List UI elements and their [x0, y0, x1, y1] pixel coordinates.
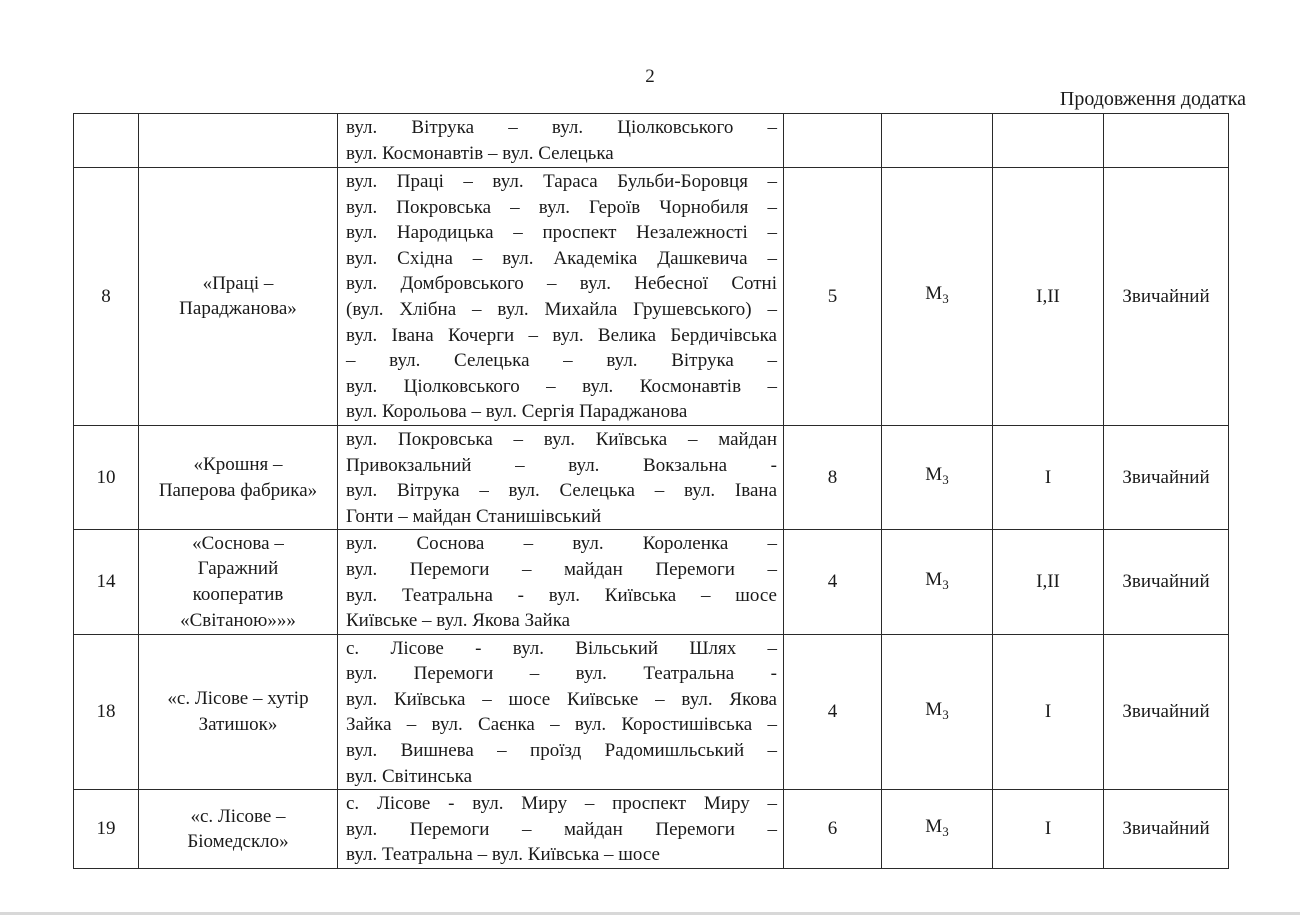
route-name-line: «Праці – — [202, 272, 274, 294]
route-path-line: вул. Івана Кочерги – вул. Велика Бердичівська — [346, 324, 777, 346]
vehicle-class — [882, 168, 993, 426]
route-name — [139, 425, 338, 529]
service-mode: Звичайний — [1104, 530, 1229, 634]
route-path-line: Привокзальний – вул. Вокзальна - — [346, 454, 777, 476]
vehicle-class — [882, 114, 993, 168]
route-path-line: Київське – вул. Якова Зайка — [346, 610, 571, 632]
route-path — [338, 530, 784, 634]
vehicle-class-letter: М — [925, 815, 943, 837]
route-name — [139, 530, 338, 634]
route-name-line: «с. Лісове – — [190, 805, 286, 827]
route-path-line: с. Лісове - вул. Миру – проспект Миру – — [346, 793, 777, 815]
route-path-line: вул. Космонавтів – вул. Селецька — [346, 142, 614, 164]
route-number: 18 — [74, 634, 139, 790]
vehicle-category: I,II — [993, 530, 1104, 634]
vehicle-class — [882, 425, 993, 529]
route-path-line: Зайка – вул. Саєнка – вул. Коростишівська – — [346, 714, 777, 736]
service-mode: Звичайний — [1104, 168, 1229, 426]
table-row — [74, 530, 1229, 634]
vehicle-class — [882, 790, 993, 869]
route-number: 19 — [74, 790, 139, 869]
route-path-line: вул. Вітрука – вул. Ціолковського – — [346, 117, 777, 138]
route-path — [338, 790, 784, 869]
route-path-line: вул. Ціолковського – вул. Космонавтів – — [346, 375, 777, 397]
route-path-line: вул. Київська – шосе Київське – вул. Якова — [346, 688, 777, 710]
vehicle-class-letter: М — [925, 568, 943, 590]
route-path — [338, 425, 784, 529]
route-name-line: Гаражний — [197, 558, 279, 580]
route-path-line: вул. Покровська – вул. Героїв Чорнобиля – — [346, 196, 777, 218]
route-number — [74, 114, 139, 168]
vehicle-class-subscript: 3 — [942, 576, 949, 592]
table-row — [74, 168, 1229, 426]
vehicle-class — [882, 634, 993, 790]
vehicle-class-letter: М — [925, 464, 943, 486]
route-path-line: вул. Східна – вул. Академіка Дашкевича – — [346, 247, 777, 269]
service-mode: Звичайний — [1104, 425, 1229, 529]
route-path-line: вул. Корольова – вул. Сергія Параджанова — [346, 401, 688, 423]
route-path-line: (вул. Хлібна – вул. Михайла Грушевського) – — [346, 298, 777, 320]
vehicle-count: 4 — [784, 634, 882, 790]
route-path-line: вул. Народицька – проспект Незалежності – — [346, 222, 777, 244]
continuation-label: Продовження додатка — [1059, 88, 1246, 110]
route-path-line: вул. Перемоги – майдан Перемоги – — [346, 818, 777, 840]
vehicle-count: 8 — [784, 425, 882, 529]
vehicle-category: I — [993, 790, 1104, 869]
route-path-line: вул. Покровська – вул. Київська – майдан — [346, 428, 777, 450]
vehicle-class-subscript: 3 — [942, 706, 949, 722]
route-number: 8 — [74, 168, 139, 426]
route-path-line: вул. Театральна – вул. Київська – шосе — [346, 844, 660, 866]
table-row — [74, 634, 1229, 790]
vehicle-class — [882, 530, 993, 634]
vehicle-count: 5 — [784, 168, 882, 426]
route-path-line: вул. Праці – вул. Тараса Бульби-Боровця – — [346, 171, 777, 192]
route-name-line: «Крошня – — [193, 454, 283, 476]
route-name-line: «Світаною»»» — [180, 609, 296, 631]
scan-edge — [0, 912, 1300, 915]
vehicle-class-subscript: 3 — [942, 472, 949, 488]
route-path-line: вул. Театральна - вул. Київська – шосе — [346, 584, 777, 606]
vehicle-class-subscript: 3 — [942, 291, 949, 307]
route-name — [139, 168, 338, 426]
route-path-line: вул. Домбровського – вул. Небесної Сотні — [346, 273, 777, 295]
route-name-line: Паперова фабрика» — [158, 479, 318, 501]
vehicle-class-letter: М — [925, 283, 943, 305]
route-number: 14 — [74, 530, 139, 634]
page-number: 2 — [645, 66, 655, 87]
service-mode — [1104, 114, 1229, 168]
route-path-line: – вул. Селецька – вул. Вітрука – — [346, 350, 777, 372]
route-path-line: вул. Світинська — [346, 765, 473, 787]
route-path-line: вул. Вишнева – проїзд Радомишльський – — [346, 740, 777, 762]
vehicle-count — [784, 114, 882, 168]
service-mode: Звичайний — [1104, 634, 1229, 790]
route-path — [338, 114, 784, 168]
route-name-line: «с. Лісове – хутір — [167, 688, 309, 710]
route-name-line: Параджанова» — [179, 298, 297, 320]
vehicle-category: I,II — [993, 168, 1104, 426]
route-name — [139, 634, 338, 790]
route-name — [139, 790, 338, 869]
route-path-line: вул. Вітрука – вул. Селецька – вул. Івана — [346, 480, 777, 502]
service-mode: Звичайний — [1104, 790, 1229, 869]
vehicle-count: 4 — [784, 530, 882, 634]
route-name-line: «Соснова – — [192, 532, 284, 554]
vehicle-class-letter: М — [925, 698, 943, 720]
route-path-line: с. Лісове - вул. Вільський Шлях – — [346, 637, 777, 659]
table-row — [74, 425, 1229, 529]
vehicle-category — [993, 114, 1104, 168]
route-name-line: Біомедскло» — [187, 831, 289, 853]
route-path-line: Гонти – майдан Станишівський — [346, 505, 602, 527]
table-row — [74, 114, 1229, 168]
vehicle-category: I — [993, 634, 1104, 790]
route-name — [139, 114, 338, 168]
route-path-line: вул. Перемоги – майдан Перемоги – — [346, 558, 777, 580]
table-row — [74, 790, 1229, 869]
vehicle-count: 6 — [784, 790, 882, 869]
route-number: 10 — [74, 425, 139, 529]
route-name-line: Затишок» — [198, 713, 278, 735]
route-path — [338, 168, 784, 426]
route-path — [338, 634, 784, 790]
vehicle-class-subscript: 3 — [942, 823, 949, 839]
route-path-line: вул. Перемоги – вул. Театральна - — [346, 663, 777, 685]
routes-table — [73, 113, 1229, 869]
vehicle-category: I — [993, 425, 1104, 529]
route-path-line: вул. Соснова – вул. Короленка – — [346, 533, 777, 555]
route-name-line: кооператив — [192, 584, 284, 605]
